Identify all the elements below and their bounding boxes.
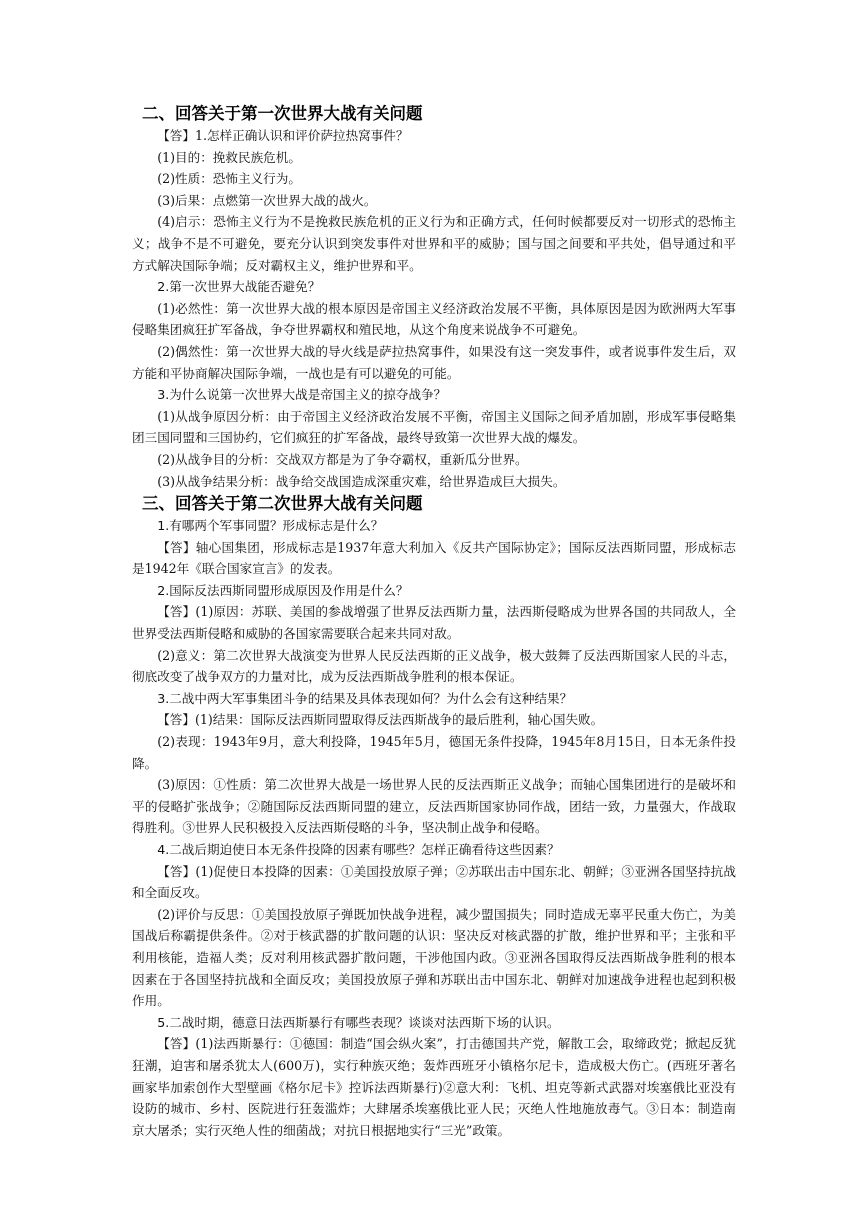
paragraph: (1)从战争原因分析：由于帝国主义经济政治发展不平衡，帝国主义国际之间矛盾加剧，形成军事侵略集团三国同盟和三国协约，它们疯狂的扩军备战，最终导致第一次世界大战的爆发。 <box>132 408 736 446</box>
paragraph: (2)意义：第二次世界大战演变为世界人民反法西斯的正义战争，极大鼓舞了反法西斯国家人民的斗志，彻底改变了战争双方的力量对比，成为反法西斯战争胜利的根本保证。 <box>132 647 736 685</box>
paragraph: (2)性质：恐怖主义行为。 <box>157 171 301 187</box>
paragraph: (3)原因：①性质：第二次世界大战是一场世界人民的反法西斯正义战争；而轴心国集团进行的是破坏和平的侵略扩张战争；②随国际反法西斯同盟的建立，反法西斯国家协同作战，团结一致，力量强大，作战取得胜利。③世界人民积极投入反法西斯侵略的斗争，坚决制止战争和侵略。 <box>132 777 736 836</box>
paragraph: (1)目的：挽救民族危机。 <box>157 149 301 165</box>
paragraph: (3)从战争结果分析：战争给交战国造成深重灾难，给世界造成巨大损失。 <box>157 473 566 489</box>
question-line: 3.二战中两大军事集团斗争的结果及具体表现如何？为什么会有这种结果？ <box>157 690 573 706</box>
paragraph: 【答】轴心国集团，形成标志是1937年意大利加入《反共产国际协定》；国际反法西斯同盟，形成标志是1942年《联合国家宣言》的发表。 <box>132 539 736 577</box>
paragraph: 【答】(1)结果：国际反法西斯同盟取得反法西斯战争的最后胜利，轴心国失败。 <box>157 712 604 728</box>
question-line: 4.二战后期迫使日本无条件投降的因素有哪些？怎样正确看待这些因素？ <box>157 842 560 857</box>
question-line: 5.二战时期，德意日法西斯暴行有哪些表现？谈谈对法西斯下场的认识。 <box>157 1014 560 1030</box>
paragraph: (2)表现：1943年9月，意大利投降，1945年5月，德国无条件投降，1945年8月15日，日本无条件投降。 <box>132 734 736 771</box>
paragraph: (3)后果：点燃第一次世界大战的战火。 <box>157 192 377 208</box>
section-heading-ww1: 二、回答关于第一次世界大战有关问题 <box>142 104 423 123</box>
paragraph: 【答】(1)原因：苏联、美国的参战增强了世界反法西斯力量，法西斯侵略成为世界各国的共同敌人，全世界受法西斯侵略和威胁的各国家需要联合起来共同对敌。 <box>132 604 736 642</box>
question-line: 1.有哪两个军事同盟？形成标志是什么？ <box>157 518 384 534</box>
section-heading-ww2: 三、回答关于第二次世界大战有关问题 <box>142 494 423 514</box>
document-body <box>132 102 736 1141</box>
question-line: 3.为什么说第一次世界大战是帝国主义的掠夺战争？ <box>157 387 447 403</box>
paragraph: (4)启示：恐怖主义行为不是挽救民族危机的正义行为和正确方式，任何时候都要反对一切形式的恐怖主义；战争不是不可避免，要充分认识到突发事件对世界和平的威胁；国与国之间要和平共处，倡导通过和平方式解决国际争端；反对霸权主义，维护世界和平。 <box>132 214 736 273</box>
paragraph: 【答】(1)法西斯暴行：①德国：制造“国会纵火案”，打击德国共产党，解散工会，取缔政党；掀起反犹狂潮，迫害和屠杀犹太人(600万)，实行种族灭绝；轰炸西班牙小镇格尔尼卡，造成极大伤亡。(西班牙著名画家毕加索创作大型壁画《格尔尼卡》控诉法西斯暴行)②意大利：飞机、坦克等新式武器对埃塞俄比亚没有设防的城市、乡村、医院进行狂轰滥炸；大肆屠杀埃塞俄比亚人民；灭绝人性地施放毒气。③日本：制造南京大屠杀；实行灭绝人性的细菌战；对抗日根据地实行“三光”政策。 <box>132 1036 736 1138</box>
paragraph: 【答】1.怎样正确认识和评价萨拉热窝事件？ <box>157 128 409 143</box>
paragraph: (1)必然性：第一次世界大战的根本原因是帝国主义经济政治发展不平衡，具体原因是因为欧洲两大军事侵略集团疯狂扩军备战，争夺世界霸权和殖民地，从这个角度来说战争不可避免。 <box>132 300 736 338</box>
paragraph: (2)评价与反思：①美国投放原子弹既加快战争进程，减少盟国损失；同时造成无辜平民重大伤亡，为美国战后称霸提供条件。②对于核武器的扩散问题的认识：坚决反对核武器的扩散，维护世界和平；主张和平利用核能，造福人类；反对利用核武器扩散问题，干涉他国内政。③亚洲各国取得反法西斯战争胜利的根本因素在于各国坚持抗战和全面反攻；美国投放原子弹和苏联出击中国东北、朝鲜对加速战争进程也起到积极作用。 <box>132 906 736 1009</box>
paragraph: 【答】(1)促使日本投降的因素：①美国投放原子弹；②苏联出击中国东北、朝鲜；③亚洲各国坚持抗战和全面反攻。 <box>132 863 736 901</box>
paragraph: (2)从战争目的分析：交战双方都是为了争夺霸权，重新瓜分世界。 <box>157 451 528 467</box>
paragraph: (2)偶然性：第一次世界大战的导火线是萨拉热窝事件，如果没有这一突发事件，或者说事件发生后，双方能和平协商解决国际争端，一战也是有可以避免的可能。 <box>132 343 736 381</box>
question-line: 2.第一次世界大战能否避免？ <box>157 279 321 295</box>
question-line: 2.国际反法西斯同盟形成原因及作用是什么？ <box>157 582 409 598</box>
